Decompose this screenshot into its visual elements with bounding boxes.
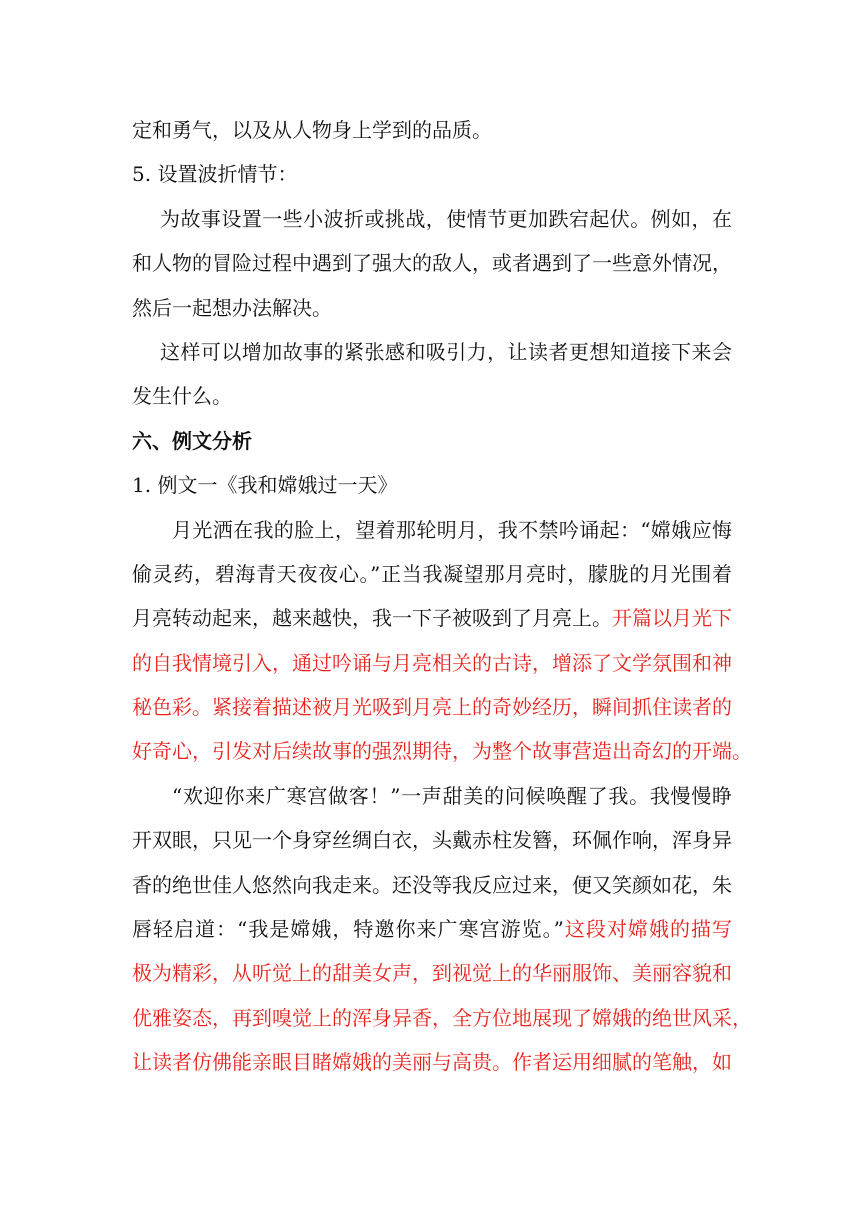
annotation-line: 的自我情境引入，通过吟诵与月亮相关的古诗，增添了文学氛围和神	[132, 650, 732, 675]
paragraph-line: 发生什么。	[132, 384, 232, 409]
paragraph-line: 和人物的冒险过程中遇到了强大的敌人，或者遇到了一些意外情况，	[132, 251, 732, 276]
example-text: 月亮转动起来，越来越快，我一下子被吸到了月亮上。	[132, 606, 612, 631]
paragraph-line: 定和勇气，以及从人物身上学到的品质。	[132, 118, 492, 142]
example-text-line: 香的绝世佳人悠然向我走来。还没等我反应过来，便又笑颜如花，朱	[132, 872, 732, 897]
example-text-line: 偷灵药，碧海青天夜夜心。”正当我凝望那月亮时，朦胧的月光围着	[132, 561, 732, 586]
mixed-line	[132, 596, 732, 640]
annotation-line: 让读者仿佛能亲眼目睹嫦娥的美丽与高贵。作者运用细腻的笔触，如	[132, 1050, 732, 1075]
annotation-line: 好奇心，引发对后续故事的强烈期待，为整个故事营造出奇幻的开端。	[132, 739, 752, 764]
paragraph-line: 然后一起想办法解决。	[132, 295, 332, 320]
example-title: 1. 例文一《我和嫦娥过一天》	[132, 473, 398, 498]
section-heading: 六、例文分析	[132, 428, 252, 453]
example-text-line: 开双眼，只见一个身穿丝绸白衣，头戴赤柱发簪，环佩作响，浑身异	[132, 828, 732, 853]
annotation-text: 开篇以月光下	[612, 606, 732, 631]
annotation-line: 极为精彩，从听觉上的甜美女声，到视觉上的华丽服饰、美丽容貌和	[132, 961, 732, 986]
paragraph-line: 为故事设置一些小波折或挑战，使情节更加跌宕起伏。例如，在	[160, 206, 732, 231]
example-text-line: 月光洒在我的脸上，望着那轮明月，我不禁吟诵起：“嫦娥应悔	[172, 517, 732, 542]
example-text: 唇轻启道：“我是嫦娥，特邀你来广寒宫游览。”	[132, 917, 564, 942]
mixed-line	[132, 907, 732, 951]
annotation-text: 这段对嫦娥的描写	[563, 917, 733, 942]
paragraph-line: 这样可以增加故事的紧张感和吸引力，让读者更想知道接下来会	[160, 339, 732, 364]
example-text-line: “欢迎你来广寒宫做客！”一声甜美的问候唤醒了我。我慢慢睁	[172, 783, 732, 808]
annotation-line: 秘色彩。紧接着描述被月光吸到月亮上的奇妙经历，瞬间抓住读者的	[132, 695, 732, 720]
annotation-line: 优雅姿态，再到嗅觉上的浑身异香，全方位地展现了嫦娥的绝世风采，	[132, 1005, 752, 1030]
numbered-subheading: 5. 设置波折情节：	[132, 162, 298, 187]
document-page	[132, 108, 752, 1085]
